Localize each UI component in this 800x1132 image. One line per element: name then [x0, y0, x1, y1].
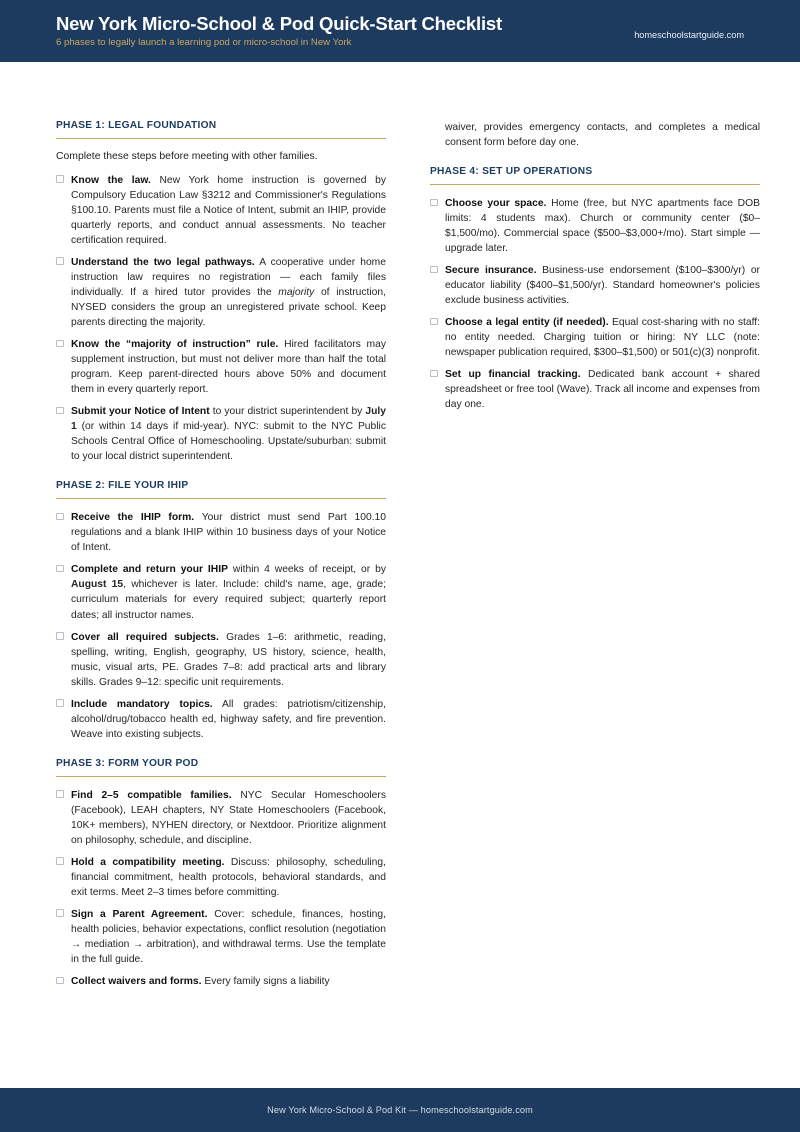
checklist-item-body: New York home instruction is governed by Compulsory Education Law §3212 and Commissioner's Regulations §100.10. Parents must file a Notice of Intent, submit an IHIP, provide quarterly reports, and conduct annual assessments. No teacher certification required. [71, 174, 386, 246]
checklist-item-body: Discuss: philosophy, scheduling, financial commitment, health protocols, behavioral standards, and exit terms. Meet 2–3 times before committing. [71, 856, 386, 898]
checklist-item-label: Sign a Parent Agreement. [71, 908, 208, 920]
checkbox-icon[interactable] [430, 318, 438, 326]
checklist-item-label: Collect waivers and forms. [71, 976, 202, 988]
checkbox-icon[interactable] [56, 857, 64, 865]
phase-1-checklist [56, 173, 386, 465]
checkbox-icon[interactable] [56, 340, 64, 348]
checkbox-icon[interactable] [56, 513, 64, 521]
checklist-item[interactable] [430, 263, 760, 308]
checklist-item-label: Cover all required subjects. [71, 631, 219, 643]
checklist-item-body: Every family signs a liability [204, 976, 330, 988]
checklist-item-body: Hired facilitators may supplement instruction, but must not deliver more than half the total program. Keep parent-directed hours above 50% and document them in every quarterly report. [71, 339, 386, 396]
checklist-item-body: Equal cost-sharing with no staff: no entity needed. Charging tuition or hiring: NY LLC (note: newspaper publication required, $300–$1,500) or 501(c)(3) nonprofit. [445, 317, 760, 359]
page-title: New York Micro-School & Pod Quick-Start Checklist [56, 13, 502, 35]
continued-text: waiver, provides emergency contacts, and completes a medical consent form before day one. [445, 122, 760, 149]
checklist-item[interactable] [56, 173, 386, 248]
checklist-item[interactable] [430, 315, 760, 360]
phase-3-checklist [56, 788, 386, 989]
phase-2-section [56, 480, 386, 741]
checklist-item-body-pre: A cooperative under home instruction law requires no registration — each family files individually. If a hired tutor provides the [71, 256, 386, 298]
checklist-item-body-pre: to your district superintendent by [209, 406, 366, 418]
checkbox-icon[interactable] [56, 977, 64, 985]
phase-2-header [56, 480, 386, 499]
phase-1-divider [56, 138, 386, 139]
checklist-item[interactable] [430, 367, 760, 412]
checklist-item-body: Business-use endorsement ($100–$300/yr) or educator liability ($400–$1,500/yr). Standard homeowner's policies exclude business activities. [445, 265, 760, 307]
page-header [0, 0, 800, 62]
left-column [56, 120, 386, 1088]
checklist-item-body-post: (or within 14 days if mid-year). NYC: submit to the NYC Public Schools Central Office of Homeschooling. Upstate/suburban: submit to your local district superintendent. [71, 421, 386, 463]
checklist-item-label: Choose a legal entity (if needed). [445, 317, 609, 329]
checklist-item[interactable] [56, 337, 386, 397]
phase-1-intro: Complete these steps before meeting with other families. [56, 151, 318, 162]
phase-1-section [56, 120, 386, 464]
header-website-url: homeschoolstartguide.com [634, 30, 744, 40]
checklist-item-body: NYC Secular Homeschoolers (Facebook), LEAH chapters, NY State Homeschoolers (Facebook, 10K+ members), NYHEN directory, or Nextdoor. Prioritize alignment on philosophy, schedule, and discipline. [71, 789, 386, 846]
checklist-item-body: Home (free, but NYC apartments face DOB limits: 4 students max). Church or community center ($0–$1,500/mo). Commercial space ($500–$3,000+/mo). Start simple — upgrade later. [445, 198, 760, 255]
phase-3-title: PHASE 3: FORM YOUR POD [56, 757, 199, 769]
phase-4-divider [430, 184, 760, 185]
phase-1-title: PHASE 1: LEGAL FOUNDATION [56, 120, 217, 131]
checklist-item-label: Include mandatory topics. [71, 698, 213, 710]
checklist-item-body: Dedicated bank account + shared spreadsheet or free tool (Wave). Track all income and expenses from day one. [445, 369, 761, 411]
checklist-item-label: Choose your space. [445, 198, 547, 210]
checklist-item[interactable] [56, 404, 386, 464]
checklist-item[interactable] [56, 788, 386, 848]
phase-4-section [430, 166, 760, 412]
header-text-group [56, 13, 502, 49]
checklist-item-label: Receive the IHIP form. [71, 512, 195, 524]
checklist-item[interactable] [56, 510, 386, 555]
phase-3-divider [56, 776, 386, 777]
checklist-item[interactable] [56, 255, 386, 330]
checkbox-icon[interactable] [56, 565, 64, 573]
phase-3-header [56, 758, 386, 777]
checklist-item-body: Grades 1–6: arithmetic, reading, spelling, writing, English, geography, US history, science, health, music, visual arts, PE. Grades 7–8: add practical arts and library skills. Grades 9–12: specific unit requirements. [71, 631, 386, 688]
checklist-item-label: Know the law. [71, 174, 151, 186]
checkbox-icon[interactable] [56, 699, 64, 707]
checklist-item-label: Find 2–5 compatible families. [71, 789, 232, 801]
checklist-item[interactable] [56, 907, 386, 967]
right-column [430, 120, 760, 1088]
checklist-item-body: Your district must send Part 100.10 regulations and a blank IHIP within 10 business days of your Notice of Intent. [71, 512, 386, 554]
checklist-item-body-post: of instruction, NYSED considers the group an unregistered private school. Keep parents directing the majority. [71, 286, 386, 329]
checklist-item-label: Secure insurance. [445, 265, 537, 277]
checklist-item[interactable] [56, 855, 386, 900]
checkbox-icon[interactable] [430, 370, 438, 378]
checkbox-icon[interactable] [56, 632, 64, 640]
checklist-item-emphasis: majority [278, 286, 315, 298]
checklist-content [0, 62, 800, 1088]
checkbox-icon[interactable] [430, 199, 438, 207]
page-footer [0, 1088, 800, 1132]
checklist-item-label: Set up financial tracking. [445, 369, 581, 381]
footer-text: New York Micro-School & Pod Kit — homeschoolstartguide.com [267, 1105, 533, 1115]
checkbox-icon[interactable] [56, 407, 64, 415]
checklist-item-label: Complete and return your IHIP [71, 564, 228, 576]
checklist-item[interactable] [430, 196, 760, 256]
checklist-item[interactable] [56, 697, 386, 742]
phase-2-checklist [56, 510, 386, 741]
checkbox-icon[interactable] [56, 175, 64, 183]
checklist-item-body-post: , whichever is later. Include: child's name, age, grade; curriculum materials for every required subject; quarterly report dates; all instructor names. [71, 579, 386, 621]
page-subtitle: 6 phases to legally launch a learning pod or micro-school in New York [56, 37, 352, 49]
phase-2-divider [56, 498, 386, 499]
checkbox-icon[interactable] [56, 790, 64, 798]
checkbox-icon[interactable] [56, 909, 64, 917]
phase-1-header [56, 120, 386, 139]
checkbox-icon[interactable] [430, 266, 438, 274]
phase-4-header [430, 166, 760, 185]
phase-3-section [56, 758, 386, 989]
phase-2-title: PHASE 2: FILE YOUR IHIP [56, 480, 189, 492]
checkbox-icon[interactable] [56, 257, 64, 265]
phase-4-checklist [430, 196, 760, 412]
checklist-item-label: Understand the two legal pathways. [71, 256, 255, 268]
checklist-item[interactable] [56, 630, 386, 690]
checklist-item[interactable] [56, 974, 386, 989]
checklist-item-label: Submit your Notice of Intent [71, 406, 210, 418]
checklist-item-strong: August 15 [71, 579, 124, 591]
checklist-item-body-pre: within 4 weeks of receipt, or by [227, 564, 386, 576]
checklist-item-body: Cover: schedule, finances, hosting, health policies, behavior expectations, conflict resolution (negotiation → mediation → arbitration), and withdrawal terms. Use the template in the full guide. [71, 908, 386, 966]
phase-4-title: PHASE 4: SET UP OPERATIONS [430, 166, 593, 178]
checklist-item-body: All grades: patriotism/citizenship, alcohol/drug/tobacco health ed, highway safety, and fire prevention. Weave into existing subjects. [71, 698, 386, 740]
checklist-item-label: Hold a compatibility meeting. [71, 856, 225, 868]
checklist-item[interactable] [56, 562, 386, 622]
checklist-item-label: Know the “majority of instruction” rule. [71, 339, 279, 351]
checklist-item-strong: July 1 [71, 406, 386, 433]
